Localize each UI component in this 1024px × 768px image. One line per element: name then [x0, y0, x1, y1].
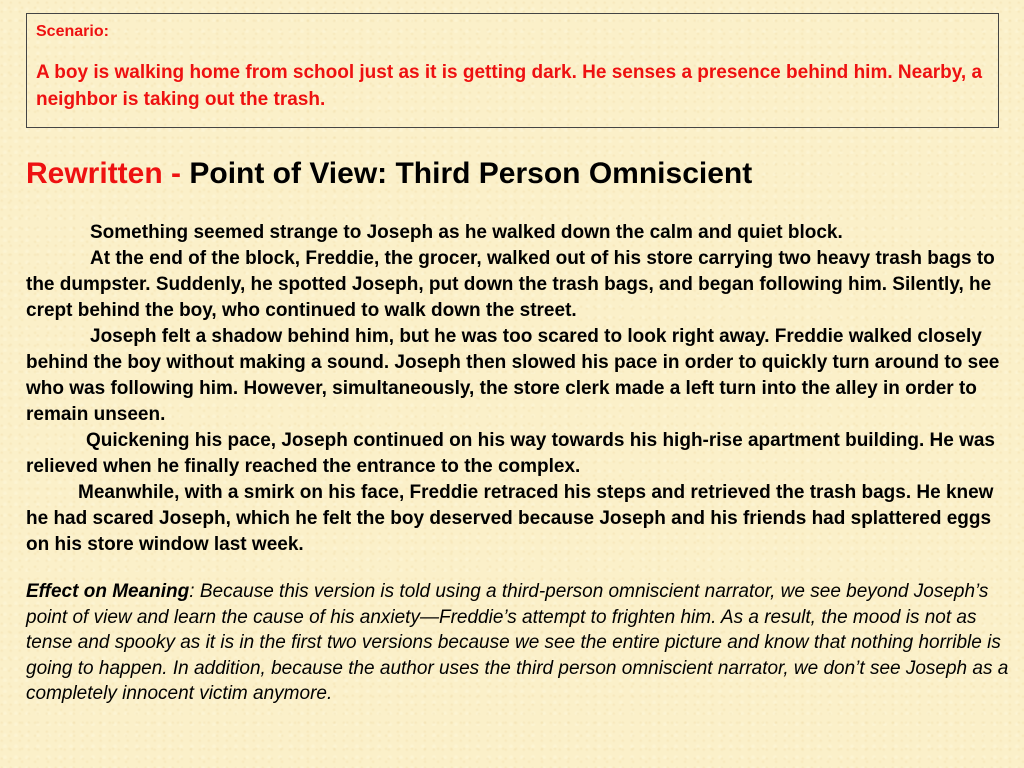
page-heading	[26, 155, 752, 193]
story-paragraph: Joseph felt a shadow behind him, but he was too scared to look right away. Freddie walked closely behind the boy without making a sound. Joseph then slowed his pace in order to quickly turn around to see who was following him. However, simultaneously, the store clerk made a left turn into the alley in order to remain unseen.	[26, 326, 1000, 425]
heading-prefix: Rewritten -	[26, 157, 190, 190]
heading-title: Point of View: Third Person Omniscient	[189, 157, 753, 190]
effect-label: Effect on Meaning	[26, 581, 190, 602]
story-paragraph: At the end of the block, Freddie, the grocer, walked out of his store carrying two heavy trash bags to the dumpster. Suddenly, he spotted Joseph, put down the trash bags, and began following him. Silently, he crept behind the boy, who continued to walk down the street.	[26, 248, 995, 321]
story-paragraph: Meanwhile, with a smirk on his face, Freddie retraced his steps and retrieved the trash bags. He knew he had scared Joseph, which he felt the boy deserved because Joseph and his friends had splattered eggs on his store window last week.	[26, 482, 994, 555]
effect-on-meaning	[26, 579, 1011, 707]
scenario-box	[26, 13, 999, 128]
scenario-text: A boy is walking home from school just as it is getting dark. He senses a presence behind him. Nearby, a neighbor is taking out the trash.	[36, 62, 983, 110]
story-paragraph: Quickening his pace, Joseph continued on his way towards his high-rise apartment building. He was relieved when he finally reached the entrance to the complex.	[26, 430, 995, 477]
story-paragraph: Something seemed strange to Joseph as he walked down the calm and quiet block.	[90, 222, 843, 243]
story-text	[26, 220, 1011, 558]
effect-text: : Because this version is told using a third-person omniscient narrator, we see beyond Joseph’s point of view and learn the cause of his anxiety—Freddie’s attempt to frighten him. As a result, the mood is not as tense and spooky as it is in the first two versions because we see the entire picture and know that nothing horrible is going to happen. In addition, because the author uses the third person omniscient narrator, we don’t see Joseph as a completely innocent victim anymore.	[26, 581, 1009, 704]
scenario-label: Scenario:	[36, 23, 109, 40]
